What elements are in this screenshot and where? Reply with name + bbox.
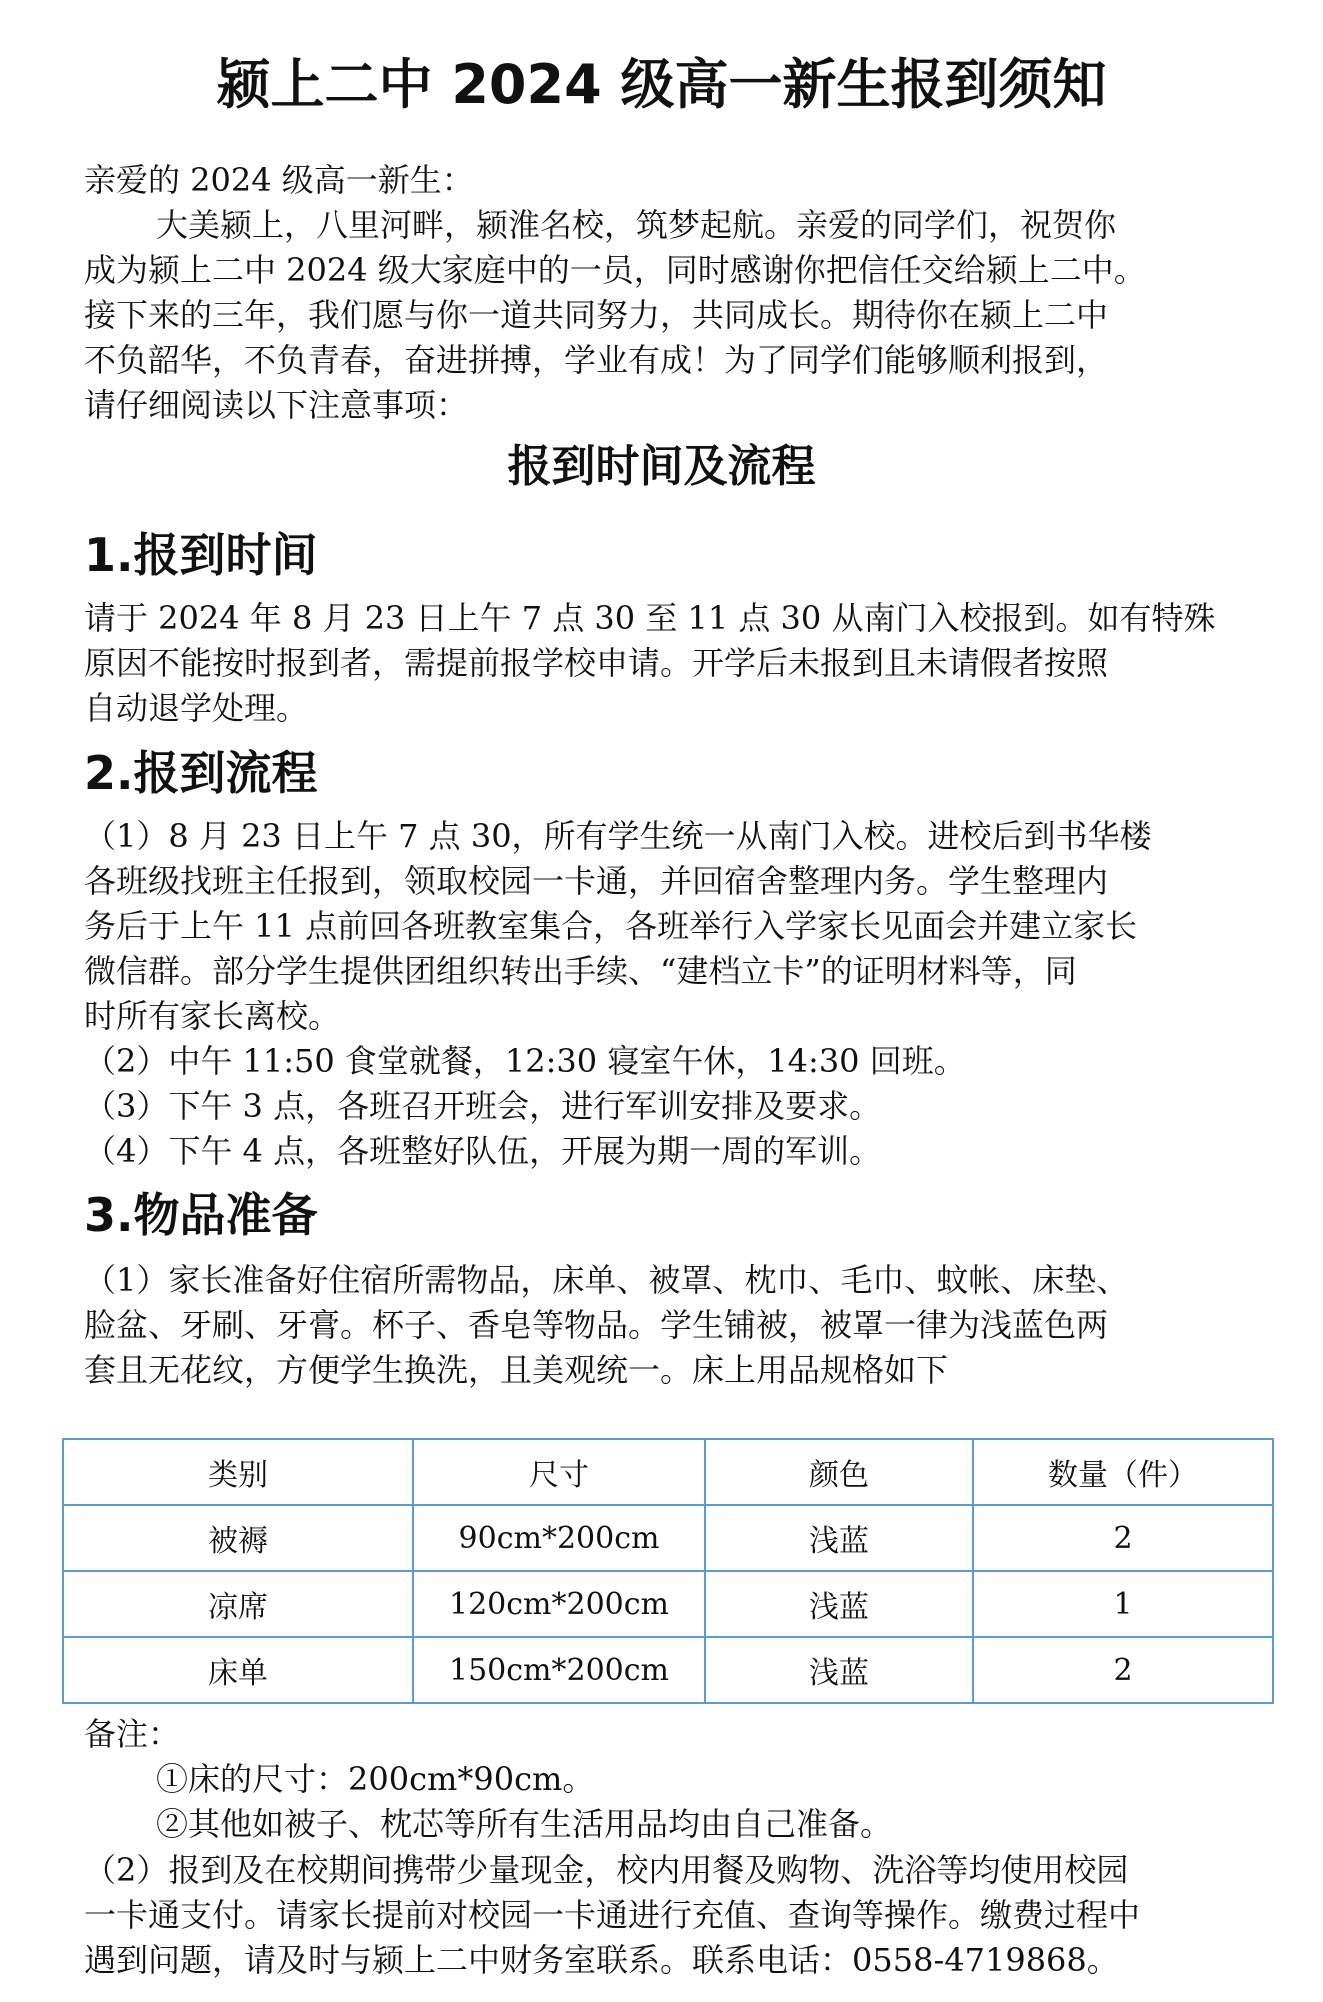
heading-report-process: 2.报到流程 xyxy=(84,746,318,800)
table-cell: 浅蓝 xyxy=(705,1637,973,1703)
report-time-line: 请于 2024 年 8 月 23 日上午 7 点 30 至 11 点 30 从南门入校报到。如有特殊 xyxy=(84,599,1216,637)
intro-paragraph xyxy=(84,203,1244,428)
heading-report-time: 1.报到时间 xyxy=(84,528,318,582)
closing-paragraph xyxy=(84,1848,1244,1983)
notes-label: 备注： xyxy=(84,1715,181,1753)
table-cell: 150cm*200cm xyxy=(413,1637,705,1703)
items-preparation-line: 套且无花纹，方便学生换洗，且美观统一。床上用品规格如下 xyxy=(84,1351,949,1389)
table-cell: 浅蓝 xyxy=(705,1571,973,1637)
report-process-line: 务后于上午 11 点前回各班教室集合，各班举行入学家长见面会并建立家长 xyxy=(84,907,1138,945)
closing-line: 遇到问题，请及时与颍上二中财务室联系。联系电话：0558-4719868。 xyxy=(84,1941,1119,1979)
document-title: 颍上二中 2024 级高一新生报到须知 xyxy=(216,53,1107,116)
report-process-line: （1）8 月 23 日上午 7 点 30，所有学生统一从南门入校。进校后到书华楼 xyxy=(84,817,1152,855)
table-row xyxy=(63,1637,1273,1703)
report-process-line: 时所有家长离校。 xyxy=(84,997,341,1035)
items-preparation-paragraph xyxy=(84,1258,1244,1393)
report-process-line: 微信群。部分学生提供团组织转出手续、“建档立卡”的证明材料等，同 xyxy=(84,952,1077,990)
closing-line: （2）报到及在校期间携带少量现金，校内用餐及购物、洗浴等均使用校园 xyxy=(84,1851,1129,1889)
report-process-line: （4）下午 4 点，各班整好队伍，开展为期一周的军训。 xyxy=(84,1132,882,1170)
table-cell: 床单 xyxy=(63,1637,413,1703)
intro-line: 大美颍上，八里河畔，颍淮名校，筑梦起航。亲爱的同学们，祝贺你 xyxy=(156,206,1117,244)
report-process-line: （3）下午 3 点，各班召开班会，进行军训安排及要求。 xyxy=(84,1087,882,1125)
report-time-line: 原因不能按时报到者，需提前报学校申请。开学后未报到且未请假者按照 xyxy=(84,644,1109,682)
table-cell: 90cm*200cm xyxy=(413,1505,705,1571)
note-item: ①床的尺寸：200cm*90cm。 xyxy=(156,1760,595,1798)
table-header-cell: 尺寸 xyxy=(413,1439,705,1505)
report-process-paragraph xyxy=(84,814,1244,1174)
note-item: ②其他如被子、枕芯等所有生活用品均由自己准备。 xyxy=(156,1805,893,1843)
table-cell: 凉席 xyxy=(63,1571,413,1637)
items-preparation-line: 脸盆、牙刷、牙膏。杯子、香皂等物品。学生铺被，被罩一律为浅蓝色两 xyxy=(84,1306,1109,1344)
table-cell: 被褥 xyxy=(63,1505,413,1571)
intro-line: 接下来的三年，我们愿与你一道共同努力，共同成长。期待你在颍上二中 xyxy=(84,296,1109,334)
table-row xyxy=(63,1505,1273,1571)
intro-line: 成为颍上二中 2024 级大家庭中的一员，同时感谢你把信任交给颍上二中。 xyxy=(84,251,1146,289)
heading-items-preparation: 3.物品准备 xyxy=(84,1188,318,1242)
table-cell: 浅蓝 xyxy=(705,1505,973,1571)
greeting: 亲爱的 2024 级高一新生： xyxy=(84,161,474,199)
table-cell: 120cm*200cm xyxy=(413,1571,705,1637)
notes-block xyxy=(84,1712,1244,1847)
table-cell: 2 xyxy=(973,1505,1273,1571)
bedding-spec-table xyxy=(62,1438,1274,1704)
section-title: 报到时间及流程 xyxy=(507,441,816,492)
report-process-line: （2）中午 11:50 食堂就餐，12:30 寝室午休，14:30 回班。 xyxy=(84,1042,966,1080)
table-row xyxy=(63,1571,1273,1637)
table-cell: 1 xyxy=(973,1571,1273,1637)
items-preparation-line: （1）家长准备好住宿所需物品，床单、被罩、枕巾、毛巾、蚊帐、床垫、 xyxy=(84,1261,1129,1299)
closing-line: 一卡通支付。请家长提前对校园一卡通进行充值、查询等操作。缴费过程中 xyxy=(84,1896,1141,1934)
report-time-line: 自动退学处理。 xyxy=(84,689,309,727)
table-header-row xyxy=(63,1439,1273,1505)
report-process-line: 各班级找班主任报到，领取校园一卡通，并回宿舍整理内务。学生整理内 xyxy=(84,862,1109,900)
intro-line: 不负韶华，不负青春，奋进拼搏，学业有成！为了同学们能够顺利报到， xyxy=(84,341,1109,379)
intro-line: 请仔细阅读以下注意事项： xyxy=(84,386,469,424)
table-header-cell: 数量（件） xyxy=(973,1439,1273,1505)
table-header-cell: 颜色 xyxy=(705,1439,973,1505)
report-time-paragraph xyxy=(84,596,1244,731)
table-header-cell: 类别 xyxy=(63,1439,413,1505)
table-cell: 2 xyxy=(973,1637,1273,1703)
